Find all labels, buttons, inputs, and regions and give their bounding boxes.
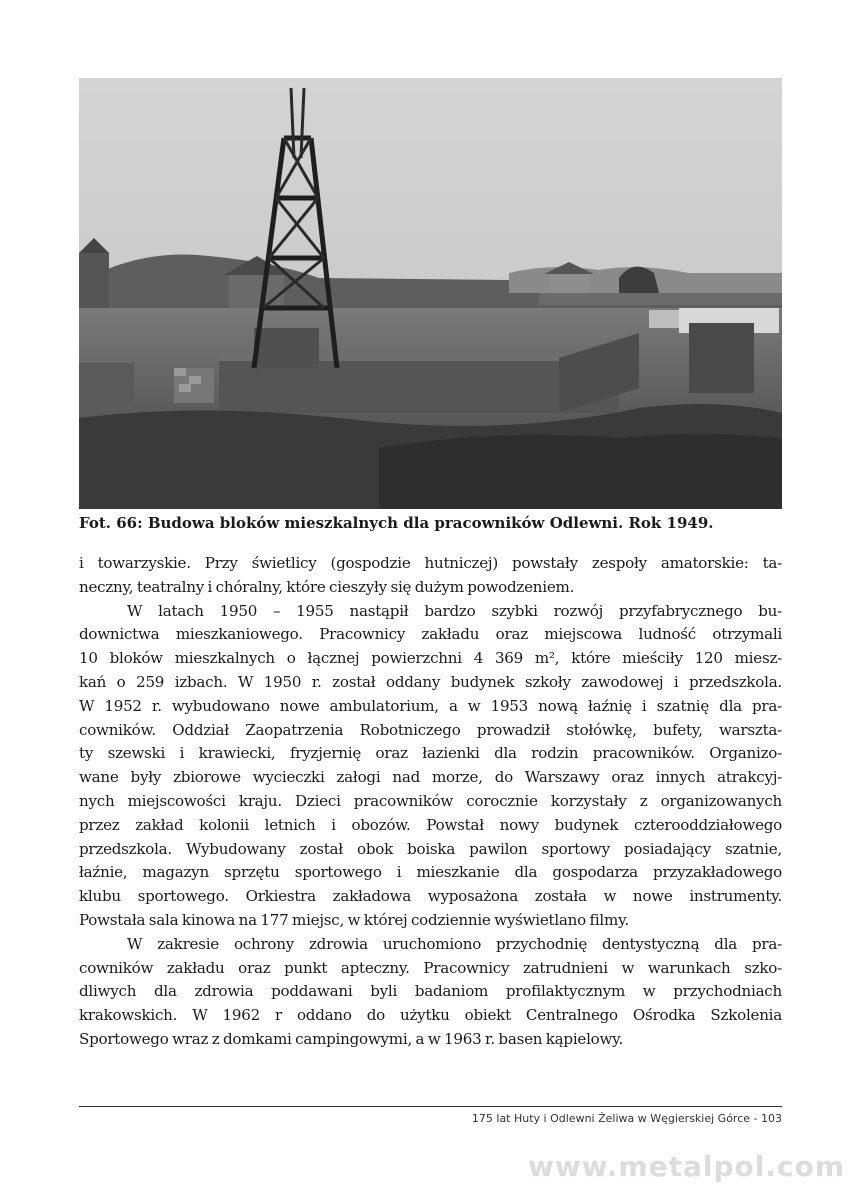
text-line: W zakresie ochrony zdrowia uruchomiono przychodnię dentystyczną dla pra- xyxy=(127,934,782,953)
text-line: wane były zbiorowe wycieczki załogi nad morze, do Warszawy oraz innych atrakcyj- xyxy=(79,768,782,787)
text-line: ty szewski i krawiecki, fryzjernię oraz łazienki dla rodzin pracowników. Organizo- xyxy=(79,744,782,763)
text-line: dliwych dla zdrowia poddawani byli badaniom profilaktycznym w przychodniach xyxy=(79,982,782,1001)
construction-photo xyxy=(79,78,782,509)
text-line: 10 bloków mieszkalnych o łącznej powierzchni 4 369 m², które mieściły 120 miesz- xyxy=(79,649,782,668)
watermark: www.metalpol.com xyxy=(527,1150,845,1183)
page-footer: 175 lat Huty i Odlewni Żeliwa w Węgierskiej Górce - 103 xyxy=(471,1112,782,1125)
text-line: Powstała sala kinowa na 177 miejsc, w której codziennie wyświetlano filmy. xyxy=(79,910,629,929)
text-line: W latach 1950 – 1955 nastąpił bardzo szybki rozwój przyfabrycznego bu- xyxy=(127,601,782,620)
text-line: przez zakład kolonii letnich i obozów. Powstał nowy budynek czterooddziałowego xyxy=(79,815,782,834)
text-line: cowników zakładu oraz punkt apteczny. Pracownicy zatrudnieni w warunkach szko- xyxy=(79,958,782,977)
text-line: klubu sportowego. Orkiestra zakładowa wyposażona została w nowe instrumenty. xyxy=(79,887,782,906)
text-line: cowników. Oddział Zaopatrzenia Robotniczego prowadził stołówkę, bufety, warszta- xyxy=(79,720,782,739)
figure-caption: Fot. 66: Budowa bloków mieszkalnych dla pracowników Odlewni. Rok 1949. xyxy=(79,514,714,532)
text-line: Sportowego wraz z domkami campingowymi, a w 1963 r. basen kąpielowy. xyxy=(79,1029,623,1048)
text-line: i towarzyskie. Przy świetlicy (gospodzie hutniczej) powstały zespoły amatorskie: ta- xyxy=(79,554,782,572)
body-text xyxy=(79,552,782,1052)
text-line: łaźnie, magazyn sprzętu sportowego i mieszkanie dla gospodarza przyzakładowego xyxy=(79,863,782,882)
text-line: krakowskich. W 1962 r oddano do użytku obiekt Centralnego Ośrodka Szkolenia xyxy=(79,1006,782,1025)
footer-divider xyxy=(79,1106,782,1107)
text-line: nych miejscowości kraju. Dzieci pracowników corocznie korzystały z organizowanych xyxy=(79,791,782,810)
text-line: kań o 259 izbach. W 1950 r. został oddany budynek szkoły zawodowej i przedszkola. xyxy=(79,672,782,691)
text-line: neczny, teatralny i chóralny, które cieszyły się dużym powodzeniem. xyxy=(79,577,575,596)
text-line: przedszkola. Wybudowany został obok boiska pawilon sportowy posiadający szatnie, xyxy=(79,839,782,858)
text-line: downictwa mieszkaniowego. Pracownicy zakładu oraz miejscowa ludność otrzymali xyxy=(79,625,782,644)
text-line: W 1952 r. wybudowano nowe ambulatorium, a w 1953 nową łaźnię i szatnię dla pra- xyxy=(79,696,782,715)
